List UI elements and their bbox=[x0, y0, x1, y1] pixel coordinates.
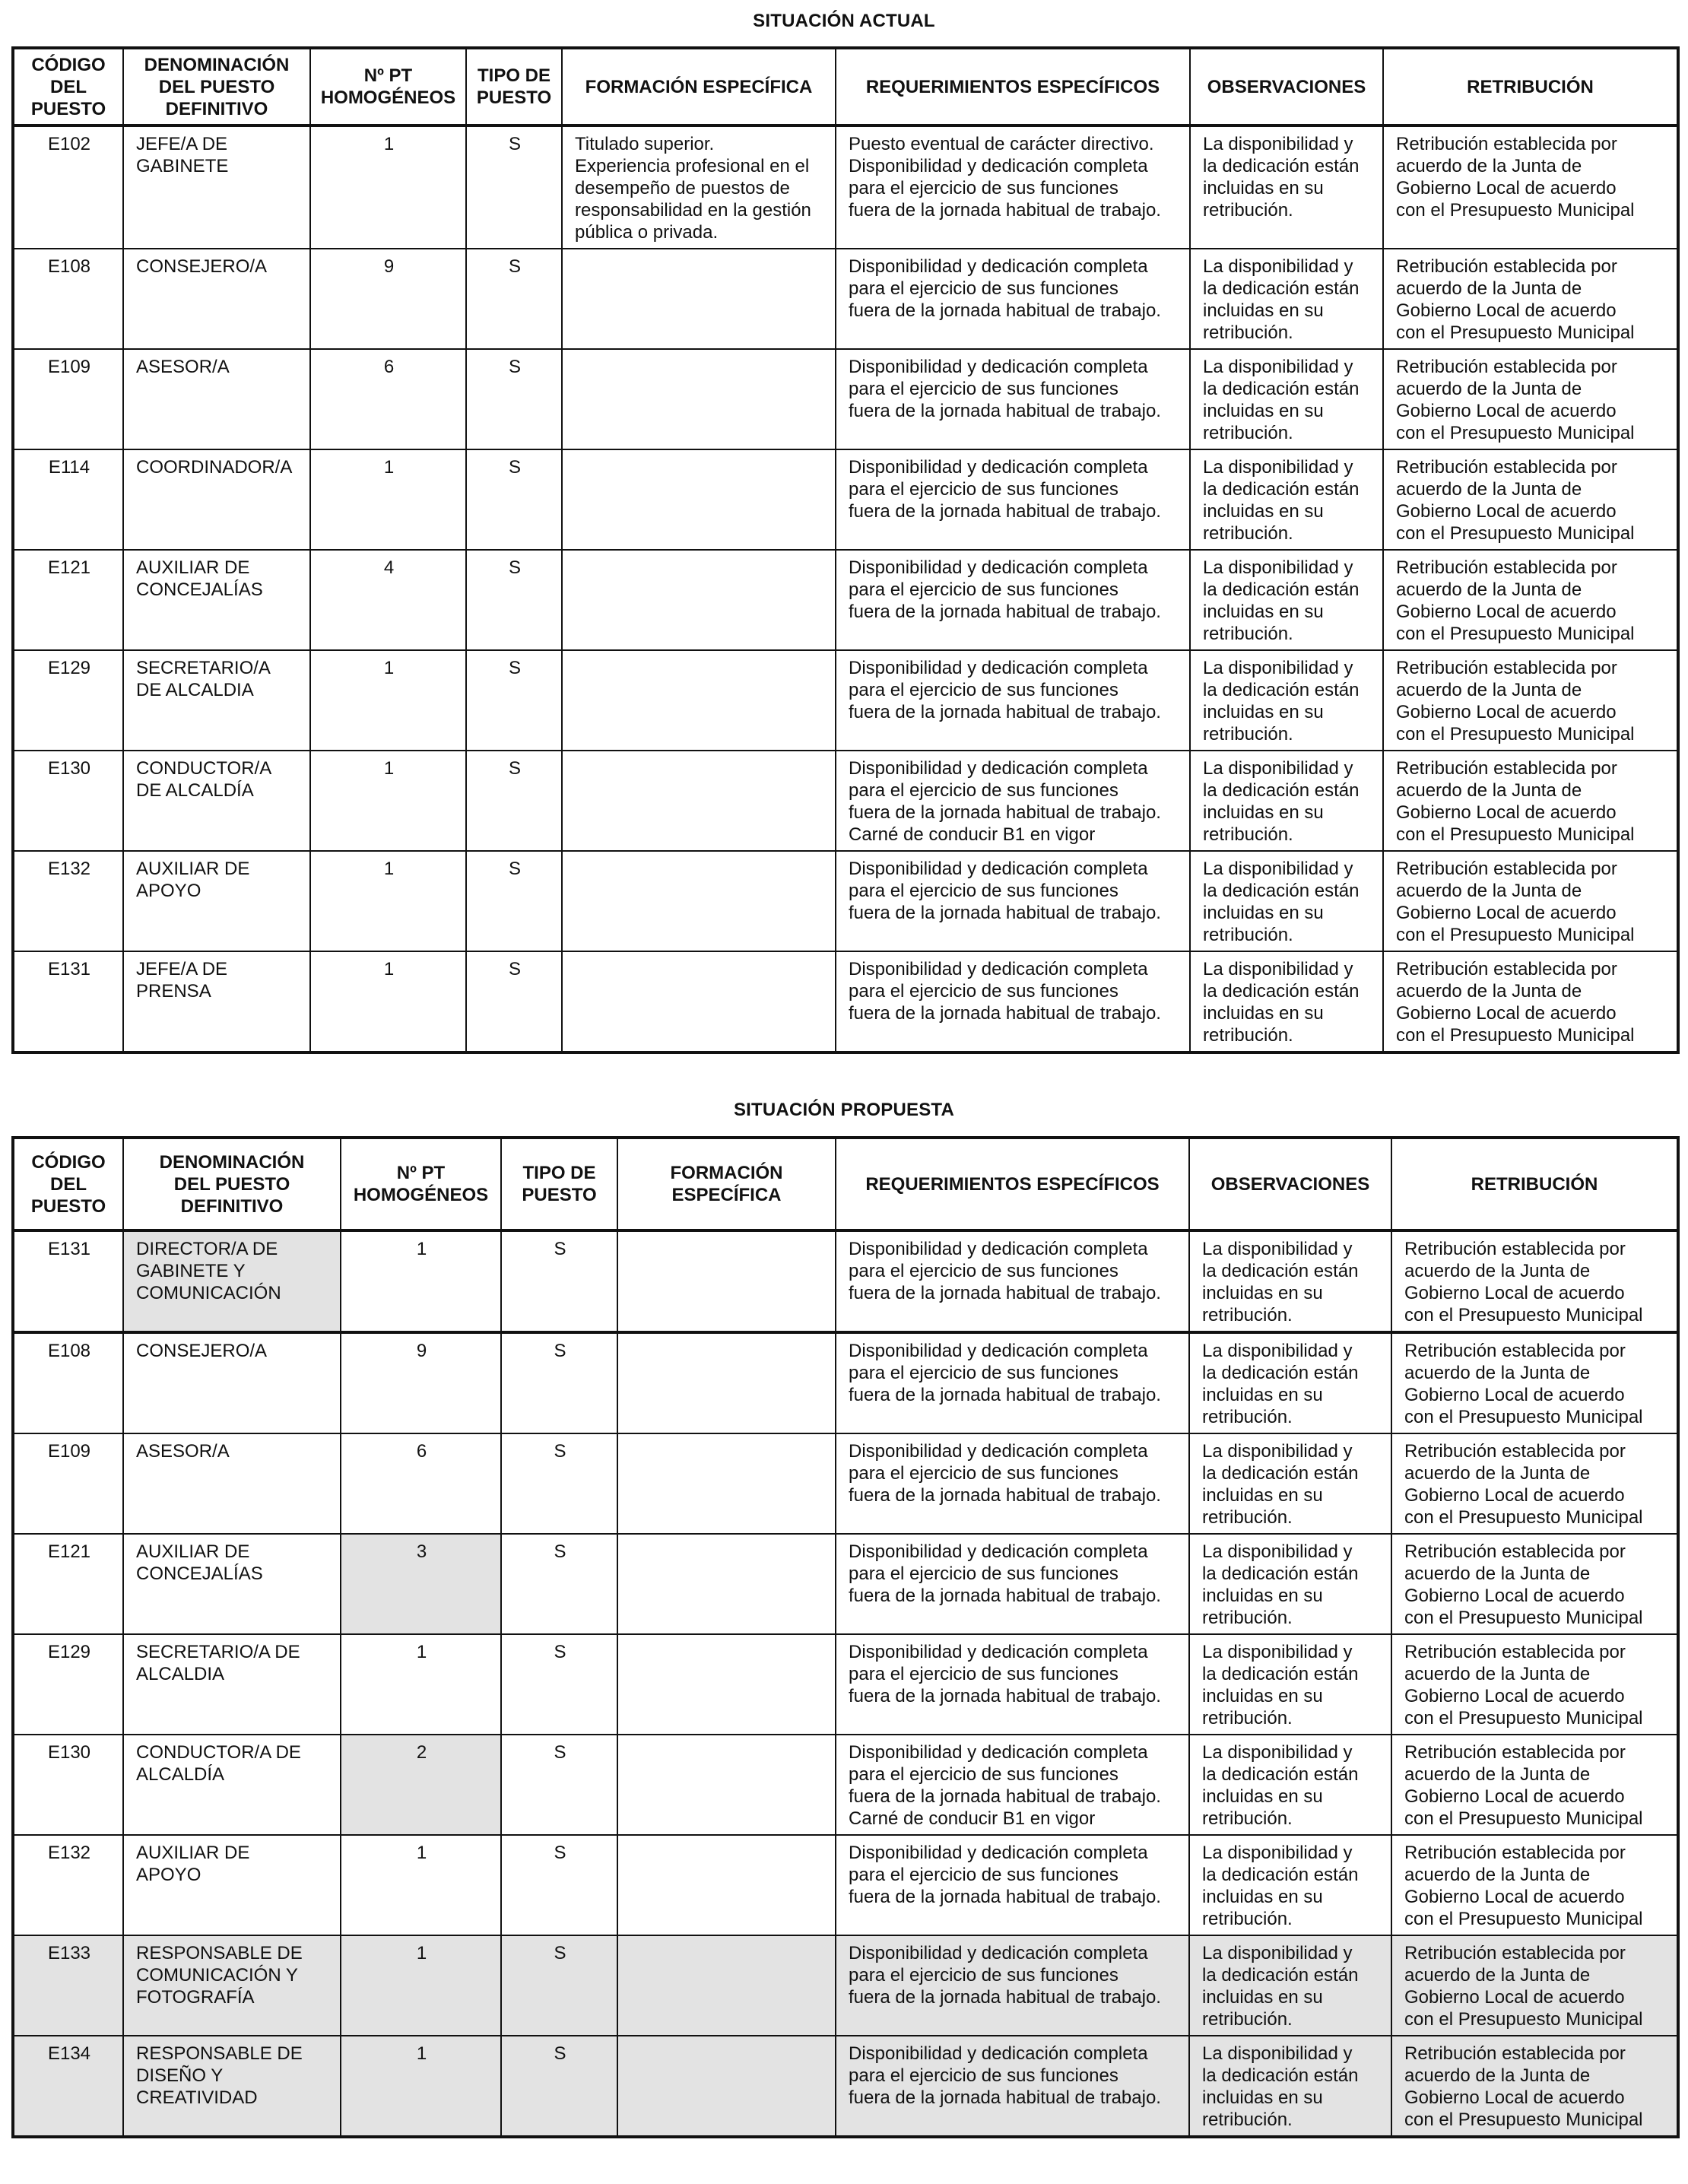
row-tipo: S bbox=[501, 1534, 617, 1634]
row-codigo: E114 bbox=[13, 449, 123, 550]
table-row bbox=[13, 951, 1678, 1052]
row-observaciones: La disponibilidad y la dedicación están incluidas en su retribución. bbox=[1189, 1634, 1391, 1735]
row-retribucion: Retribución establecida por acuerdo de la Junta de Gobierno Local de acuerdo con el Presupuesto Municipal bbox=[1391, 1735, 1678, 1835]
table-row bbox=[13, 349, 1678, 449]
row-retribucion: Retribución establecida por acuerdo de la Junta de Gobierno Local de acuerdo con el Presupuesto Municipal bbox=[1383, 125, 1678, 249]
header-codigo: CÓDIGO DEL PUESTO bbox=[13, 1138, 123, 1230]
row-formacion bbox=[562, 851, 836, 951]
table-row bbox=[13, 449, 1678, 550]
table-row bbox=[13, 1433, 1678, 1534]
row-retribucion: Retribución establecida por acuerdo de la Junta de Gobierno Local de acuerdo con el Presupuesto Municipal bbox=[1391, 1835, 1678, 1935]
row-codigo: E108 bbox=[13, 1332, 123, 1433]
row-denominacion: AUXILIAR DE CONCEJALÍAS bbox=[123, 1534, 341, 1634]
table-row bbox=[13, 650, 1678, 751]
row-denominacion: DIRECTOR/A DE GABINETE Y COMUNICACIÓN bbox=[123, 1230, 341, 1332]
row-tipo: S bbox=[501, 1433, 617, 1534]
table-row bbox=[13, 125, 1678, 249]
header-formacion: FORMACIÓN ESPECÍFICA bbox=[617, 1138, 836, 1230]
row-num-pt: 6 bbox=[341, 1433, 501, 1534]
row-observaciones: La disponibilidad y la dedicación están incluidas en su retribución. bbox=[1189, 2036, 1391, 2137]
table-row bbox=[13, 2036, 1678, 2137]
row-tipo: S bbox=[466, 851, 562, 951]
header-retribucion: RETRIBUCIÓN bbox=[1391, 1138, 1678, 1230]
row-observaciones: La disponibilidad y la dedicación están incluidas en su retribución. bbox=[1189, 1332, 1391, 1433]
row-observaciones: La disponibilidad y la dedicación están incluidas en su retribución. bbox=[1190, 125, 1383, 249]
row-codigo: E121 bbox=[13, 1534, 123, 1634]
row-requerimientos: Disponibilidad y dedicación completa para el ejercicio de sus funciones fuera de la jornada habitual de trabajo. bbox=[836, 449, 1190, 550]
row-formacion bbox=[617, 1534, 836, 1634]
row-num-pt: 1 bbox=[310, 851, 466, 951]
row-formacion bbox=[562, 650, 836, 751]
row-denominacion: COORDINADOR/A bbox=[123, 449, 310, 550]
row-retribucion: Retribución establecida por acuerdo de la Junta de Gobierno Local de acuerdo con el Presupuesto Municipal bbox=[1391, 1433, 1678, 1534]
header-tipo: TIPO DE PUESTO bbox=[501, 1138, 617, 1230]
row-requerimientos: Disponibilidad y dedicación completa para el ejercicio de sus funciones fuera de la jornada habitual de trabajo. bbox=[836, 550, 1190, 650]
table-row bbox=[13, 751, 1678, 851]
table-row bbox=[13, 550, 1678, 650]
row-formacion bbox=[617, 1230, 836, 1332]
row-codigo: E132 bbox=[13, 1835, 123, 1935]
header-tipo: TIPO DE PUESTO bbox=[466, 48, 562, 125]
row-observaciones: La disponibilidad y la dedicación están incluidas en su retribución. bbox=[1189, 1230, 1391, 1332]
row-formacion bbox=[617, 1835, 836, 1935]
row-observaciones: La disponibilidad y la dedicación están incluidas en su retribución. bbox=[1190, 349, 1383, 449]
row-codigo: E109 bbox=[13, 1433, 123, 1534]
header-observaciones: OBSERVACIONES bbox=[1189, 1138, 1391, 1230]
row-formacion bbox=[617, 1332, 836, 1433]
row-observaciones: La disponibilidad y la dedicación están incluidas en su retribución. bbox=[1190, 951, 1383, 1052]
table-row bbox=[13, 1835, 1678, 1935]
row-requerimientos: Disponibilidad y dedicación completa para el ejercicio de sus funciones fuera de la jornada habitual de trabajo. bbox=[836, 1332, 1189, 1433]
row-observaciones: La disponibilidad y la dedicación están incluidas en su retribución. bbox=[1190, 449, 1383, 550]
row-num-pt: 4 bbox=[310, 550, 466, 650]
row-requerimientos: Disponibilidad y dedicación completa para el ejercicio de sus funciones fuera de la jornada habitual de trabajo. bbox=[836, 650, 1190, 751]
table-actual bbox=[11, 46, 1680, 1054]
row-retribucion: Retribución establecida por acuerdo de la Junta de Gobierno Local de acuerdo con el Presupuesto Municipal bbox=[1383, 851, 1678, 951]
table-row bbox=[13, 1735, 1678, 1835]
row-codigo: E132 bbox=[13, 851, 123, 951]
row-tipo: S bbox=[501, 1735, 617, 1835]
row-observaciones: La disponibilidad y la dedicación están incluidas en su retribución. bbox=[1190, 851, 1383, 951]
row-requerimientos: Disponibilidad y dedicación completa para el ejercicio de sus funciones fuera de la jornada habitual de trabajo. bbox=[836, 951, 1190, 1052]
row-num-pt: 1 bbox=[310, 951, 466, 1052]
row-num-pt: 1 bbox=[341, 1634, 501, 1735]
row-formacion bbox=[562, 951, 836, 1052]
row-num-pt: 1 bbox=[310, 449, 466, 550]
header-num-pt: Nº PT HOMOGÉNEOS bbox=[310, 48, 466, 125]
row-requerimientos: Disponibilidad y dedicación completa para el ejercicio de sus funciones fuera de la jornada habitual de trabajo. bbox=[836, 1835, 1189, 1935]
row-formacion bbox=[617, 1634, 836, 1735]
row-num-pt: 1 bbox=[310, 751, 466, 851]
row-requerimientos: Disponibilidad y dedicación completa para el ejercicio de sus funciones fuera de la jornada habitual de trabajo. bbox=[836, 349, 1190, 449]
row-observaciones: La disponibilidad y la dedicación están incluidas en su retribución. bbox=[1189, 1935, 1391, 2036]
row-codigo: E134 bbox=[13, 2036, 123, 2137]
row-observaciones: La disponibilidad y la dedicación están incluidas en su retribución. bbox=[1190, 550, 1383, 650]
row-codigo: E130 bbox=[13, 1735, 123, 1835]
row-requerimientos: Disponibilidad y dedicación completa para el ejercicio de sus funciones fuera de la jornada habitual de trabajo. Carné de conducir B1 en vigor bbox=[836, 751, 1190, 851]
row-tipo: S bbox=[466, 249, 562, 349]
row-denominacion: JEFE/A DE GABINETE bbox=[123, 125, 310, 249]
row-observaciones: La disponibilidad y la dedicación están incluidas en su retribución. bbox=[1190, 249, 1383, 349]
row-observaciones: La disponibilidad y la dedicación están incluidas en su retribución. bbox=[1190, 751, 1383, 851]
header-requerimientos: REQUERIMIENTOS ESPECÍFICOS bbox=[836, 48, 1190, 125]
row-requerimientos: Disponibilidad y dedicación completa para el ejercicio de sus funciones fuera de la jornada habitual de trabajo. Carné de conducir B1 en vigor bbox=[836, 1735, 1189, 1835]
row-formacion bbox=[562, 751, 836, 851]
row-codigo: E131 bbox=[13, 951, 123, 1052]
header-formacion: FORMACIÓN ESPECÍFICA bbox=[562, 48, 836, 125]
row-requerimientos: Disponibilidad y dedicación completa para el ejercicio de sus funciones fuera de la jornada habitual de trabajo. bbox=[836, 1433, 1189, 1534]
row-observaciones: La disponibilidad y la dedicación están incluidas en su retribución. bbox=[1189, 1433, 1391, 1534]
row-denominacion: AUXILIAR DE APOYO bbox=[123, 851, 310, 951]
row-num-pt: 9 bbox=[310, 249, 466, 349]
header-num-pt: Nº PT HOMOGÉNEOS bbox=[341, 1138, 501, 1230]
row-tipo: S bbox=[466, 751, 562, 851]
row-formacion: Titulado superior. Experiencia profesional en el desempeño de puestos de responsabilidad en la gestión pública o privada. bbox=[562, 125, 836, 249]
row-denominacion: CONDUCTOR/A DE ALCALDÍA bbox=[123, 751, 310, 851]
row-denominacion: JEFE/A DE PRENSA bbox=[123, 951, 310, 1052]
row-denominacion: RESPONSABLE DE COMUNICACIÓN Y FOTOGRAFÍA bbox=[123, 1935, 341, 2036]
row-tipo: S bbox=[501, 1230, 617, 1332]
row-codigo: E129 bbox=[13, 1634, 123, 1735]
table-row bbox=[13, 249, 1678, 349]
row-denominacion: SECRETARIO/A DE ALCALDIA bbox=[123, 650, 310, 751]
row-requerimientos: Disponibilidad y dedicación completa para el ejercicio de sus funciones fuera de la jornada habitual de trabajo. bbox=[836, 1230, 1189, 1332]
table-row bbox=[13, 851, 1678, 951]
row-denominacion: ASESOR/A bbox=[123, 349, 310, 449]
row-denominacion: CONSEJERO/A bbox=[123, 1332, 341, 1433]
row-num-pt: 1 bbox=[310, 650, 466, 751]
header-retribucion: RETRIBUCIÓN bbox=[1383, 48, 1678, 125]
table-row bbox=[13, 1534, 1678, 1634]
row-num-pt: 1 bbox=[310, 125, 466, 249]
section-title-actual: SITUACIÓN ACTUAL bbox=[753, 11, 935, 31]
row-requerimientos: Disponibilidad y dedicación completa para el ejercicio de sus funciones fuera de la jornada habitual de trabajo. bbox=[836, 249, 1190, 349]
row-codigo: E121 bbox=[13, 550, 123, 650]
row-num-pt: 3 bbox=[341, 1534, 501, 1634]
row-tipo: S bbox=[501, 1332, 617, 1433]
table-row bbox=[13, 1634, 1678, 1735]
row-formacion bbox=[617, 2036, 836, 2137]
row-tipo: S bbox=[501, 2036, 617, 2137]
row-formacion bbox=[562, 449, 836, 550]
header-denominacion: DENOMINACIÓN DEL PUESTO DEFINITIVO bbox=[123, 48, 310, 125]
row-codigo: E109 bbox=[13, 349, 123, 449]
row-num-pt: 2 bbox=[341, 1735, 501, 1835]
row-denominacion: RESPONSABLE DE DISEÑO Y CREATIVIDAD bbox=[123, 2036, 341, 2137]
row-observaciones: La disponibilidad y la dedicación están incluidas en su retribución. bbox=[1190, 650, 1383, 751]
row-tipo: S bbox=[466, 550, 562, 650]
row-requerimientos: Disponibilidad y dedicación completa para el ejercicio de sus funciones fuera de la jornada habitual de trabajo. bbox=[836, 1935, 1189, 2036]
row-denominacion: CONSEJERO/A bbox=[123, 249, 310, 349]
row-retribucion: Retribución establecida por acuerdo de la Junta de Gobierno Local de acuerdo con el Presupuesto Municipal bbox=[1383, 951, 1678, 1052]
row-denominacion: AUXILIAR DE CONCEJALÍAS bbox=[123, 550, 310, 650]
row-requerimientos: Disponibilidad y dedicación completa para el ejercicio de sus funciones fuera de la jornada habitual de trabajo. bbox=[836, 851, 1190, 951]
table-row bbox=[13, 1935, 1678, 2036]
row-num-pt: 6 bbox=[310, 349, 466, 449]
row-retribucion: Retribución establecida por acuerdo de la Junta de Gobierno Local de acuerdo con el Presupuesto Municipal bbox=[1383, 449, 1678, 550]
section-title-propuesta: SITUACIÓN PROPUESTA bbox=[733, 1100, 955, 1120]
table-row bbox=[13, 1230, 1678, 1332]
row-retribucion: Retribución establecida por acuerdo de la Junta de Gobierno Local de acuerdo con el Presupuesto Municipal bbox=[1383, 650, 1678, 751]
header-requerimientos: REQUERIMIENTOS ESPECÍFICOS bbox=[836, 1138, 1189, 1230]
row-num-pt: 1 bbox=[341, 1835, 501, 1935]
row-tipo: S bbox=[466, 449, 562, 550]
row-tipo: S bbox=[466, 349, 562, 449]
row-observaciones: La disponibilidad y la dedicación están incluidas en su retribución. bbox=[1189, 1835, 1391, 1935]
row-tipo: S bbox=[466, 951, 562, 1052]
row-retribucion: Retribución establecida por acuerdo de la Junta de Gobierno Local de acuerdo con el Presupuesto Municipal bbox=[1391, 1230, 1678, 1332]
row-retribucion: Retribución establecida por acuerdo de la Junta de Gobierno Local de acuerdo con el Presupuesto Municipal bbox=[1391, 2036, 1678, 2137]
row-retribucion: Retribución establecida por acuerdo de la Junta de Gobierno Local de acuerdo con el Presupuesto Municipal bbox=[1383, 349, 1678, 449]
row-codigo: E108 bbox=[13, 249, 123, 349]
row-tipo: S bbox=[501, 1634, 617, 1735]
row-codigo: E131 bbox=[13, 1230, 123, 1332]
row-requerimientos: Puesto eventual de carácter directivo. Disponibilidad y dedicación completa para el ejercicio de sus funciones fuera de la jornada habitual de trabajo. bbox=[836, 125, 1190, 249]
row-tipo: S bbox=[501, 1835, 617, 1935]
row-num-pt: 1 bbox=[341, 2036, 501, 2137]
row-codigo: E129 bbox=[13, 650, 123, 751]
row-requerimientos: Disponibilidad y dedicación completa para el ejercicio de sus funciones fuera de la jornada habitual de trabajo. bbox=[836, 2036, 1189, 2137]
row-retribucion: Retribución establecida por acuerdo de la Junta de Gobierno Local de acuerdo con el Presupuesto Municipal bbox=[1391, 1935, 1678, 2036]
row-denominacion: AUXILIAR DE APOYO bbox=[123, 1835, 341, 1935]
row-denominacion: ASESOR/A bbox=[123, 1433, 341, 1534]
header-row bbox=[13, 1138, 1678, 1230]
header-observaciones: OBSERVACIONES bbox=[1190, 48, 1383, 125]
row-retribucion: Retribución establecida por acuerdo de la Junta de Gobierno Local de acuerdo con el Presupuesto Municipal bbox=[1383, 550, 1678, 650]
row-denominacion: CONDUCTOR/A DE ALCALDÍA bbox=[123, 1735, 341, 1835]
row-tipo: S bbox=[466, 125, 562, 249]
row-formacion bbox=[562, 550, 836, 650]
row-num-pt: 9 bbox=[341, 1332, 501, 1433]
header-row bbox=[13, 48, 1678, 125]
row-num-pt: 1 bbox=[341, 1230, 501, 1332]
row-codigo: E133 bbox=[13, 1935, 123, 2036]
header-denominacion: DENOMINACIÓN DEL PUESTO DEFINITIVO bbox=[123, 1138, 341, 1230]
row-tipo: S bbox=[501, 1935, 617, 2036]
row-num-pt: 1 bbox=[341, 1935, 501, 2036]
row-formacion bbox=[562, 249, 836, 349]
row-requerimientos: Disponibilidad y dedicación completa para el ejercicio de sus funciones fuera de la jornada habitual de trabajo. bbox=[836, 1534, 1189, 1634]
row-formacion bbox=[562, 349, 836, 449]
table-propuesta bbox=[11, 1136, 1680, 2138]
row-retribucion: Retribución establecida por acuerdo de la Junta de Gobierno Local de acuerdo con el Presupuesto Municipal bbox=[1391, 1332, 1678, 1433]
row-observaciones: La disponibilidad y la dedicación están incluidas en su retribución. bbox=[1189, 1534, 1391, 1634]
row-retribucion: Retribución establecida por acuerdo de la Junta de Gobierno Local de acuerdo con el Presupuesto Municipal bbox=[1383, 249, 1678, 349]
header-codigo: CÓDIGO DEL PUESTO bbox=[13, 48, 123, 125]
row-observaciones: La disponibilidad y la dedicación están incluidas en su retribución. bbox=[1189, 1735, 1391, 1835]
row-retribucion: Retribución establecida por acuerdo de la Junta de Gobierno Local de acuerdo con el Presupuesto Municipal bbox=[1383, 751, 1678, 851]
row-codigo: E130 bbox=[13, 751, 123, 851]
row-formacion bbox=[617, 1935, 836, 2036]
row-tipo: S bbox=[466, 650, 562, 751]
table-row bbox=[13, 1332, 1678, 1433]
row-retribucion: Retribución establecida por acuerdo de la Junta de Gobierno Local de acuerdo con el Presupuesto Municipal bbox=[1391, 1534, 1678, 1634]
row-formacion bbox=[617, 1433, 836, 1534]
row-denominacion: SECRETARIO/A DE ALCALDIA bbox=[123, 1634, 341, 1735]
row-codigo: E102 bbox=[13, 125, 123, 249]
row-retribucion: Retribución establecida por acuerdo de la Junta de Gobierno Local de acuerdo con el Presupuesto Municipal bbox=[1391, 1634, 1678, 1735]
row-formacion bbox=[617, 1735, 836, 1835]
row-requerimientos: Disponibilidad y dedicación completa para el ejercicio de sus funciones fuera de la jornada habitual de trabajo. bbox=[836, 1634, 1189, 1735]
